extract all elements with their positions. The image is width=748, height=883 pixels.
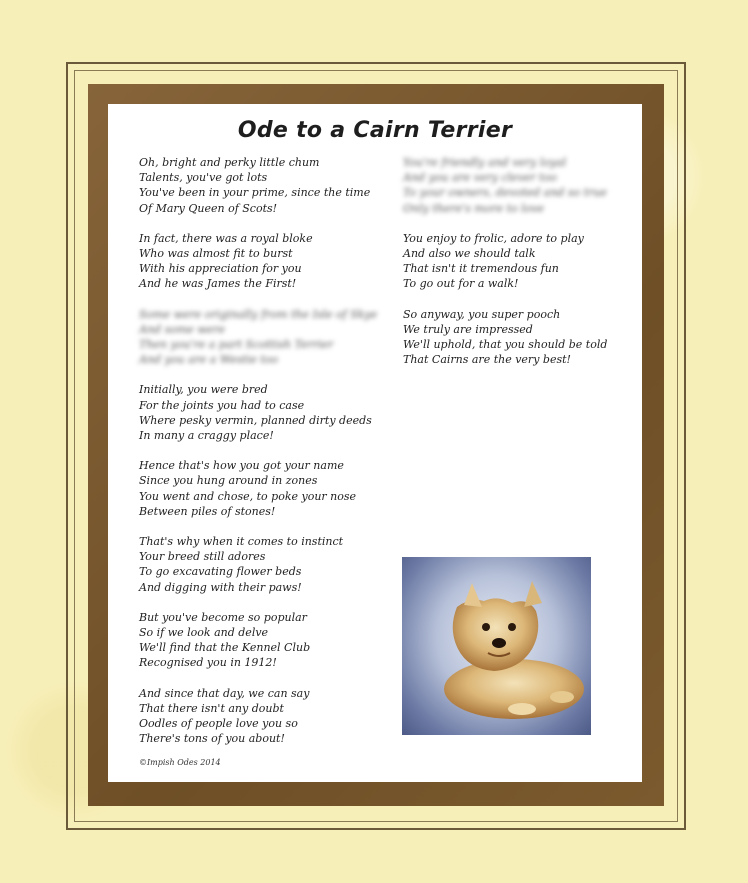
poem-stanza	[139, 231, 389, 292]
poem-line: That Cairns are the very best!	[403, 353, 571, 367]
poem-line: There's tons of you about!	[139, 732, 285, 746]
poem-line: Initially, you were bred	[139, 383, 268, 397]
poem-line: You went and chose, to poke your nose	[139, 489, 357, 503]
poem-line: You've been in your prime, since the time	[139, 186, 371, 200]
poem-line: To your owners, devoted and so true	[403, 186, 607, 200]
poem-line: We truly are impressed	[403, 322, 533, 336]
poem-stanza	[403, 231, 633, 292]
poem-line: And you are a Westie too	[139, 353, 279, 367]
poem-line: Hence that's how you got your name	[139, 459, 344, 473]
poem-stanza	[139, 686, 389, 747]
poem-line: Between piles of stones!	[139, 504, 276, 518]
poem-line: You enjoy to frolic, adore to play	[403, 231, 584, 245]
copyright-notice: ©Impish Odes 2014	[139, 758, 221, 767]
poem-line: Where pesky vermin, planned dirty deeds	[139, 413, 372, 427]
poem-line: And since that day, we can say	[139, 686, 310, 700]
poem-stanza	[139, 534, 389, 595]
poem-line: Talents, you've got lots	[139, 171, 268, 185]
poem-line: We'll uphold, that you should be told	[403, 338, 608, 352]
poem-line: You're friendly and very loyal	[403, 156, 567, 169]
poem-stanza	[139, 610, 389, 671]
poem-line: And you are very clever too	[403, 171, 557, 185]
poem-line: That's why when it comes to instinct	[139, 535, 344, 549]
poem-line: Your breed still adores	[139, 550, 266, 564]
poem-line: Only there's more to love	[403, 201, 545, 215]
poem-line: Who was almost fit to burst	[139, 247, 293, 261]
poem-stanza	[139, 458, 389, 519]
poem-line: We'll find that the Kennel Club	[139, 641, 311, 655]
poem-line: Recognised you in 1912!	[139, 656, 277, 670]
poem-line: But you've become so popular	[139, 610, 307, 624]
poem-line: Then you're a part Scottish Terrier	[139, 338, 334, 352]
obscured-stanza	[403, 155, 633, 216]
poem-line: That isn't it tremendous fun	[403, 262, 559, 276]
poem-line: To go excavating flower beds	[139, 565, 302, 579]
poem-line: In many a craggy place!	[139, 429, 274, 443]
obscured-stanza	[139, 307, 389, 368]
poem-line: To go out for a walk!	[403, 277, 519, 291]
poem-line: Since you hung around in zones	[139, 474, 318, 488]
poem-line: And some were	[139, 322, 225, 336]
poem-line: And digging with their paws!	[139, 580, 302, 594]
poem-line: With his appreciation for you	[139, 262, 302, 276]
poem-stanza	[139, 155, 389, 216]
poem-line: So if we look and delve	[139, 626, 269, 640]
poem-line: And he was James the First!	[139, 277, 297, 291]
right-column	[403, 155, 633, 382]
dog-illustration	[402, 557, 591, 735]
poem-line: So anyway, you super pooch	[403, 307, 561, 321]
poem-stanza	[139, 382, 389, 443]
poem-sheet	[108, 104, 642, 782]
poem-line: Oodles of people love you so	[139, 717, 298, 731]
poem-line: Of Mary Queen of Scots!	[139, 201, 278, 215]
poem-line: Oh, bright and perky little chum	[139, 156, 320, 169]
poem-line: And also we should talk	[403, 247, 536, 261]
poem-line: In fact, there was a royal bloke	[139, 231, 313, 245]
left-column	[139, 155, 389, 762]
poem-line: Some were originally from the Isle of Skye	[139, 307, 378, 321]
poem-title: Ode to a Cairn Terrier	[237, 118, 513, 143]
poem-stanza	[403, 307, 633, 368]
poem-line: That there isn't any doubt	[139, 701, 284, 715]
poem-line: For the joints you had to case	[139, 398, 305, 412]
cairn-terrier-photo	[402, 557, 591, 735]
